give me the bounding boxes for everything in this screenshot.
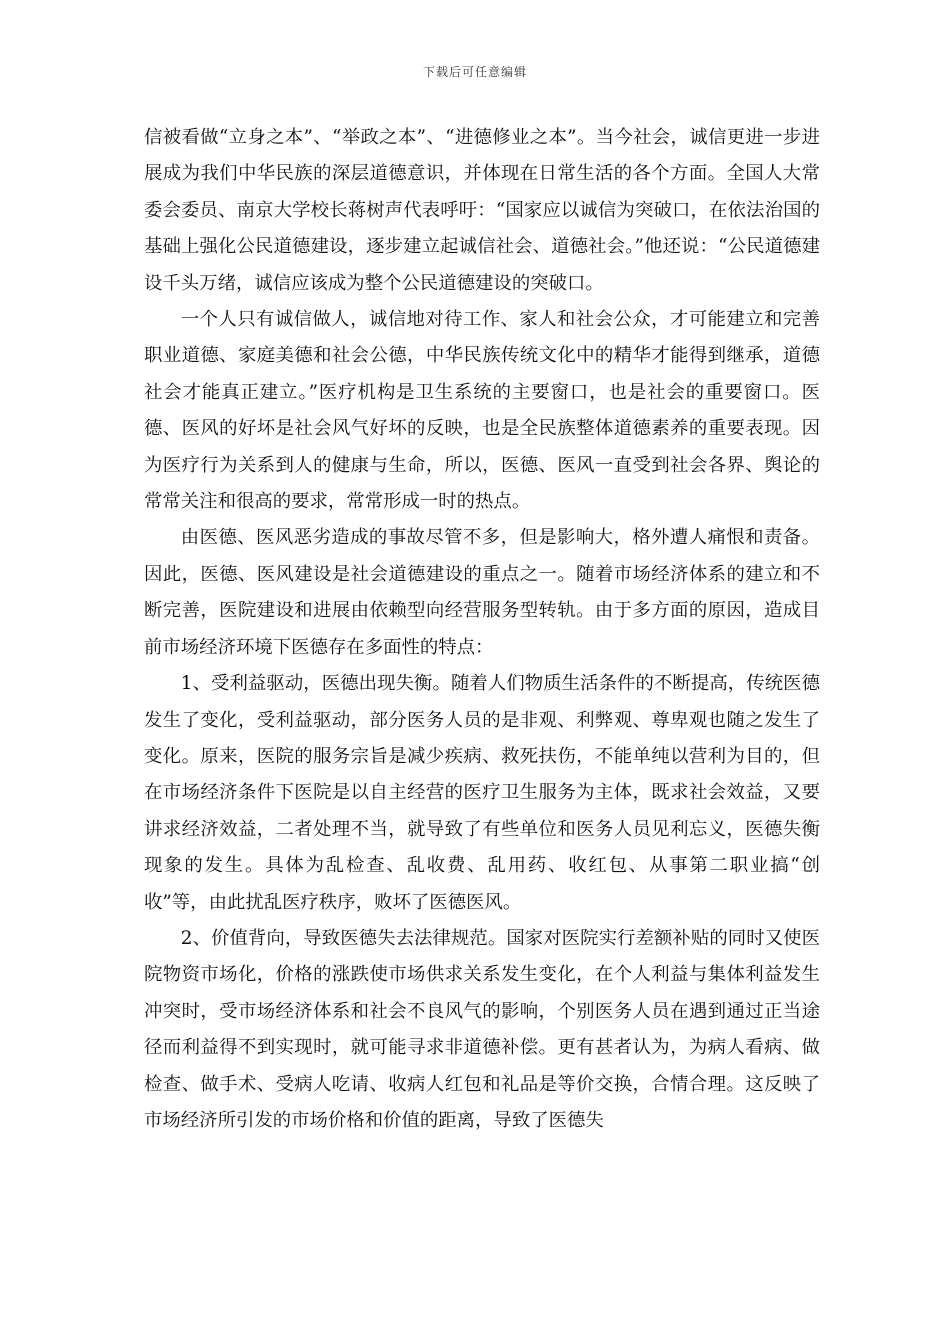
paragraph-ethics-characteristics: 由医德、医风恶劣造成的事故尽管不多，但是影响大，格外遭人痛恨和责备。因此，医德、医风建设是社会道德建设的重点之一。随着市场经济体系的建立和不断完善，医院建设和进展由依赖型向经营服务型转轨。由于多方面的原因，造成目前市场经济环境下医德存在多面性的特点： xyxy=(144,527,820,658)
paragraph-point-1-interest: 1、受利益驱动，医德出现失衡。随着人们物质生活条件的不断提高，传统医德发生了变化，受利益驱动，部分医务人员的是非观、利弊观、尊卑观也随之发生了变化。原来，医院的服务宗旨是减少疾病、救死扶伤，不能单纯以营利为目的，但在市场经济条件下医院是以自主经营的医疗卫生服务为主体，既求社会效益，又要讲求经济效益，二者处理不当，就导致了有些单位和医务人员见利忘义，医德失衡现象的发生。具体为乱检查、乱收费、乱用药、收红包、从事第二职业搞“创收”等，由此扰乱医疗秩序，败坏了医德医风。 xyxy=(144,673,820,913)
paragraph-integrity-foundation: 信被看做“立身之本”、“举政之本”、“进德修业之本”。当今社会，诚信更进一步进展成为我们中华民族的深层道德意识，并体现在日常生活的各个方面。全国人大常委会委员、南京大学校长蒋树声代表呼吁：“国家应以诚信为突破口，在依法治国的基础上强化公民道德建设，逐步建立起诚信社会、道德社会。”他还说：“公民道德建设千头万绪，诚信应该成为整个公民道德建设的突破口。 xyxy=(144,127,820,294)
page-header-note: 下载后可任意编辑 xyxy=(422,65,527,79)
document-body xyxy=(144,120,820,1139)
paragraph-medical-ethics-window: 一个人只有诚信做人，诚信地对待工作、家人和社会公众，才可能建立和完善职业道德、家庭美德和社会公德，中华民族传统文化中的精华才能得到继承，道德社会才能真正建立。”医疗机构是卫生系统的主要窗口，也是社会的重要窗口。医德、医风的好坏是社会风气好坏的反映，也是全民族整体道德素养的重要表现。因为医疗行为关系到人的健康与生命，所以，医德、医风一直受到社会各界、舆论的常常关注和很高的要求，常常形成一时的热点。 xyxy=(144,309,820,513)
paragraph-point-2-values: 2、价值背向，导致医德失去法律规范。国家对医院实行差额补贴的同时又使医院物资市场化，价格的涨跌使市场供求关系发生变化，在个人利益与集体利益发生冲突时，受市场经济体系和社会不良风气的影响，个别医务人员在遇到通过正当途径而利益得不到实现时，就可能寻求非道德补偿。更有甚者认为，为病人看病、做检查、做手术、受病人吃请、收病人红包和礼品是等价交换，合情合理。这反映了市场经济所引发的市场价格和价值的距离，导致了医德失 xyxy=(144,927,820,1131)
